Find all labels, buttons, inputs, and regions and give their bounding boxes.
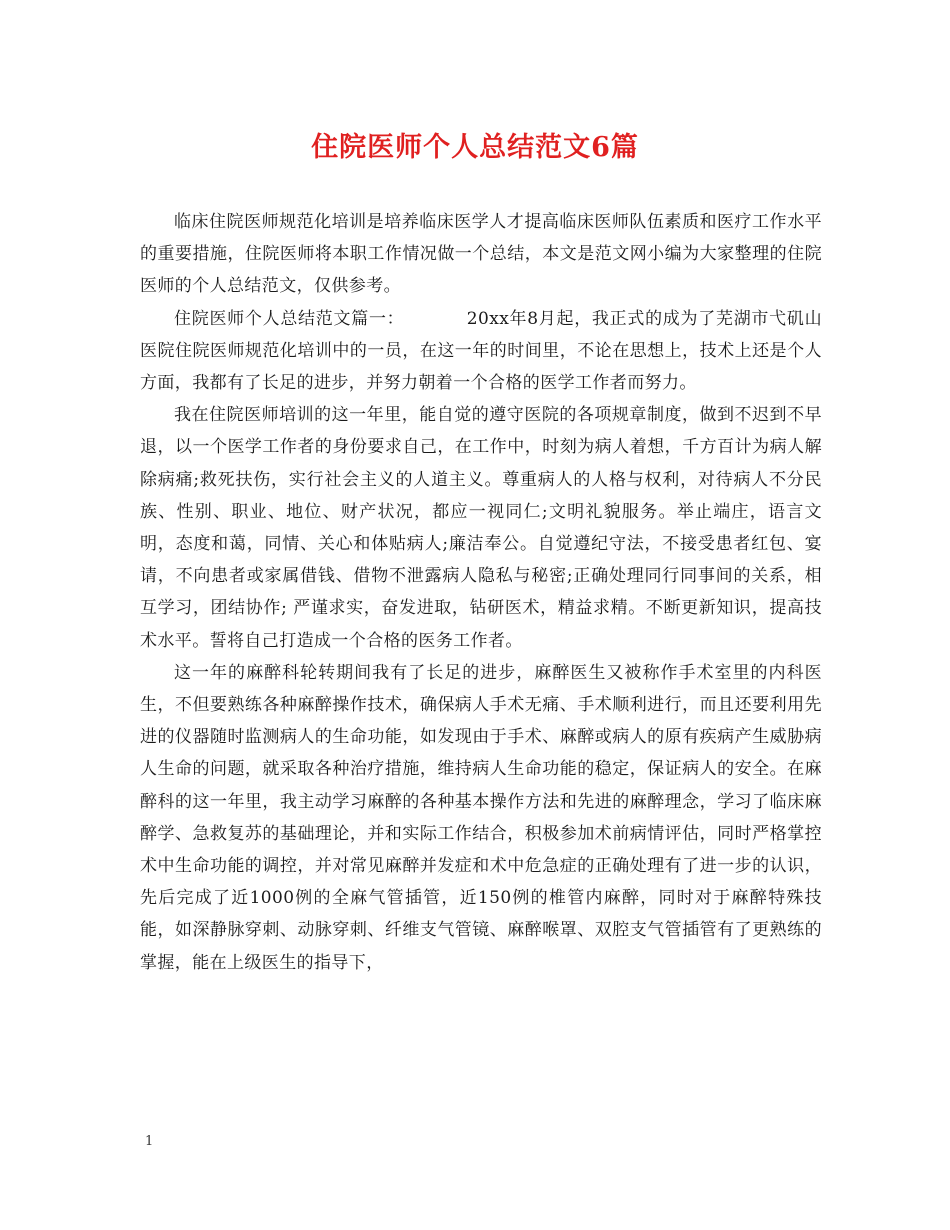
paragraph-part-one: 住院医师个人总结范文篇一： 20xx年8月起，我正式的成为了芜湖市弋矶山医院住院医师规范化培训中的一员，在这一年的时间里，不论在思想上，技术上还是个人方面，我都有了长足的进步，并努力朝着一个合格的医学工作者而努力。 (140, 308, 822, 394)
paragraph-anesthesia: 这一年的麻醉科轮转期间我有了长足的进步，麻醉医生又被称作手术室里的内科医生，不但要熟练各种麻醉操作技术，确保病人手术无痛、手术顺利进行，而且还要利用先进的仪器随时监测病人的生命功能，如发现由于手术、麻醉或病人的原有疾病产生威胁病人生命的问题，就采取各种治疗措施，维持病人生命功能的稳定，保证病人的安全。在麻醉科的这一年里，我主动学习麻醉的各种基本操作方法和先进的麻醉理念，学习了临床麻醉学、急救复苏的基础理论，并和实际工作结合，积极参加术前病情评估，同时严格掌控术中生命功能的调控，并对常见麻醉并发症和术中危急症的正确处理有了进一步的认识，先后完成了近1000例的全麻气管插管，近150例的椎管内麻醉，同时对于麻醉特殊技能，如深静脉穿刺、动脉穿刺、纤维支气管镜、麻醉喉罩、双腔支气管插管有了更熟练的掌握，能在上级医生的指导下， (140, 662, 822, 973)
paragraph-intro: 临床住院医师规范化培训是培养临床医学人才提高临床医师队伍素质和医疗工作水平的重要措施，住院医师将本职工作情况做一个总结，本文是范文网小编为大家整理的住院医师的个人总结范文，仅供参考。 (140, 212, 822, 297)
document-body (140, 206, 822, 979)
page-number: 1 (145, 1134, 154, 1149)
document-title: 住院医师个人总结范文6篇 (311, 132, 639, 163)
paragraph-conduct: 我在住院医师培训的这一年里，能自觉的遵守医院的各项规章制度，做到不迟到不早退，以一个医学工作者的身份要求自己，在工作中，时刻为病人着想，千方百计为病人解除病痛;救死扶伤，实行社会主义的人道主义。尊重病人的人格与权利，对待病人不分民族、性别、职业、地位、财产状况，都应一视同仁;文明礼貌服务。举止端庄，语言文明，态度和蔼，同情、关心和体贴病人;廉洁奉公。自觉遵纪守法，不接受患者红包、宴请，不向患者或家属借钱、借物不泄露病人隐私与秘密;正确处理同行同事间的关系，相互学习，团结协作; 严谨求实，奋发进取，钻研医术，精益求精。不断更新知识，提高技术水平。誓将自己打造成一个合格的医务工作者。 (140, 405, 822, 651)
